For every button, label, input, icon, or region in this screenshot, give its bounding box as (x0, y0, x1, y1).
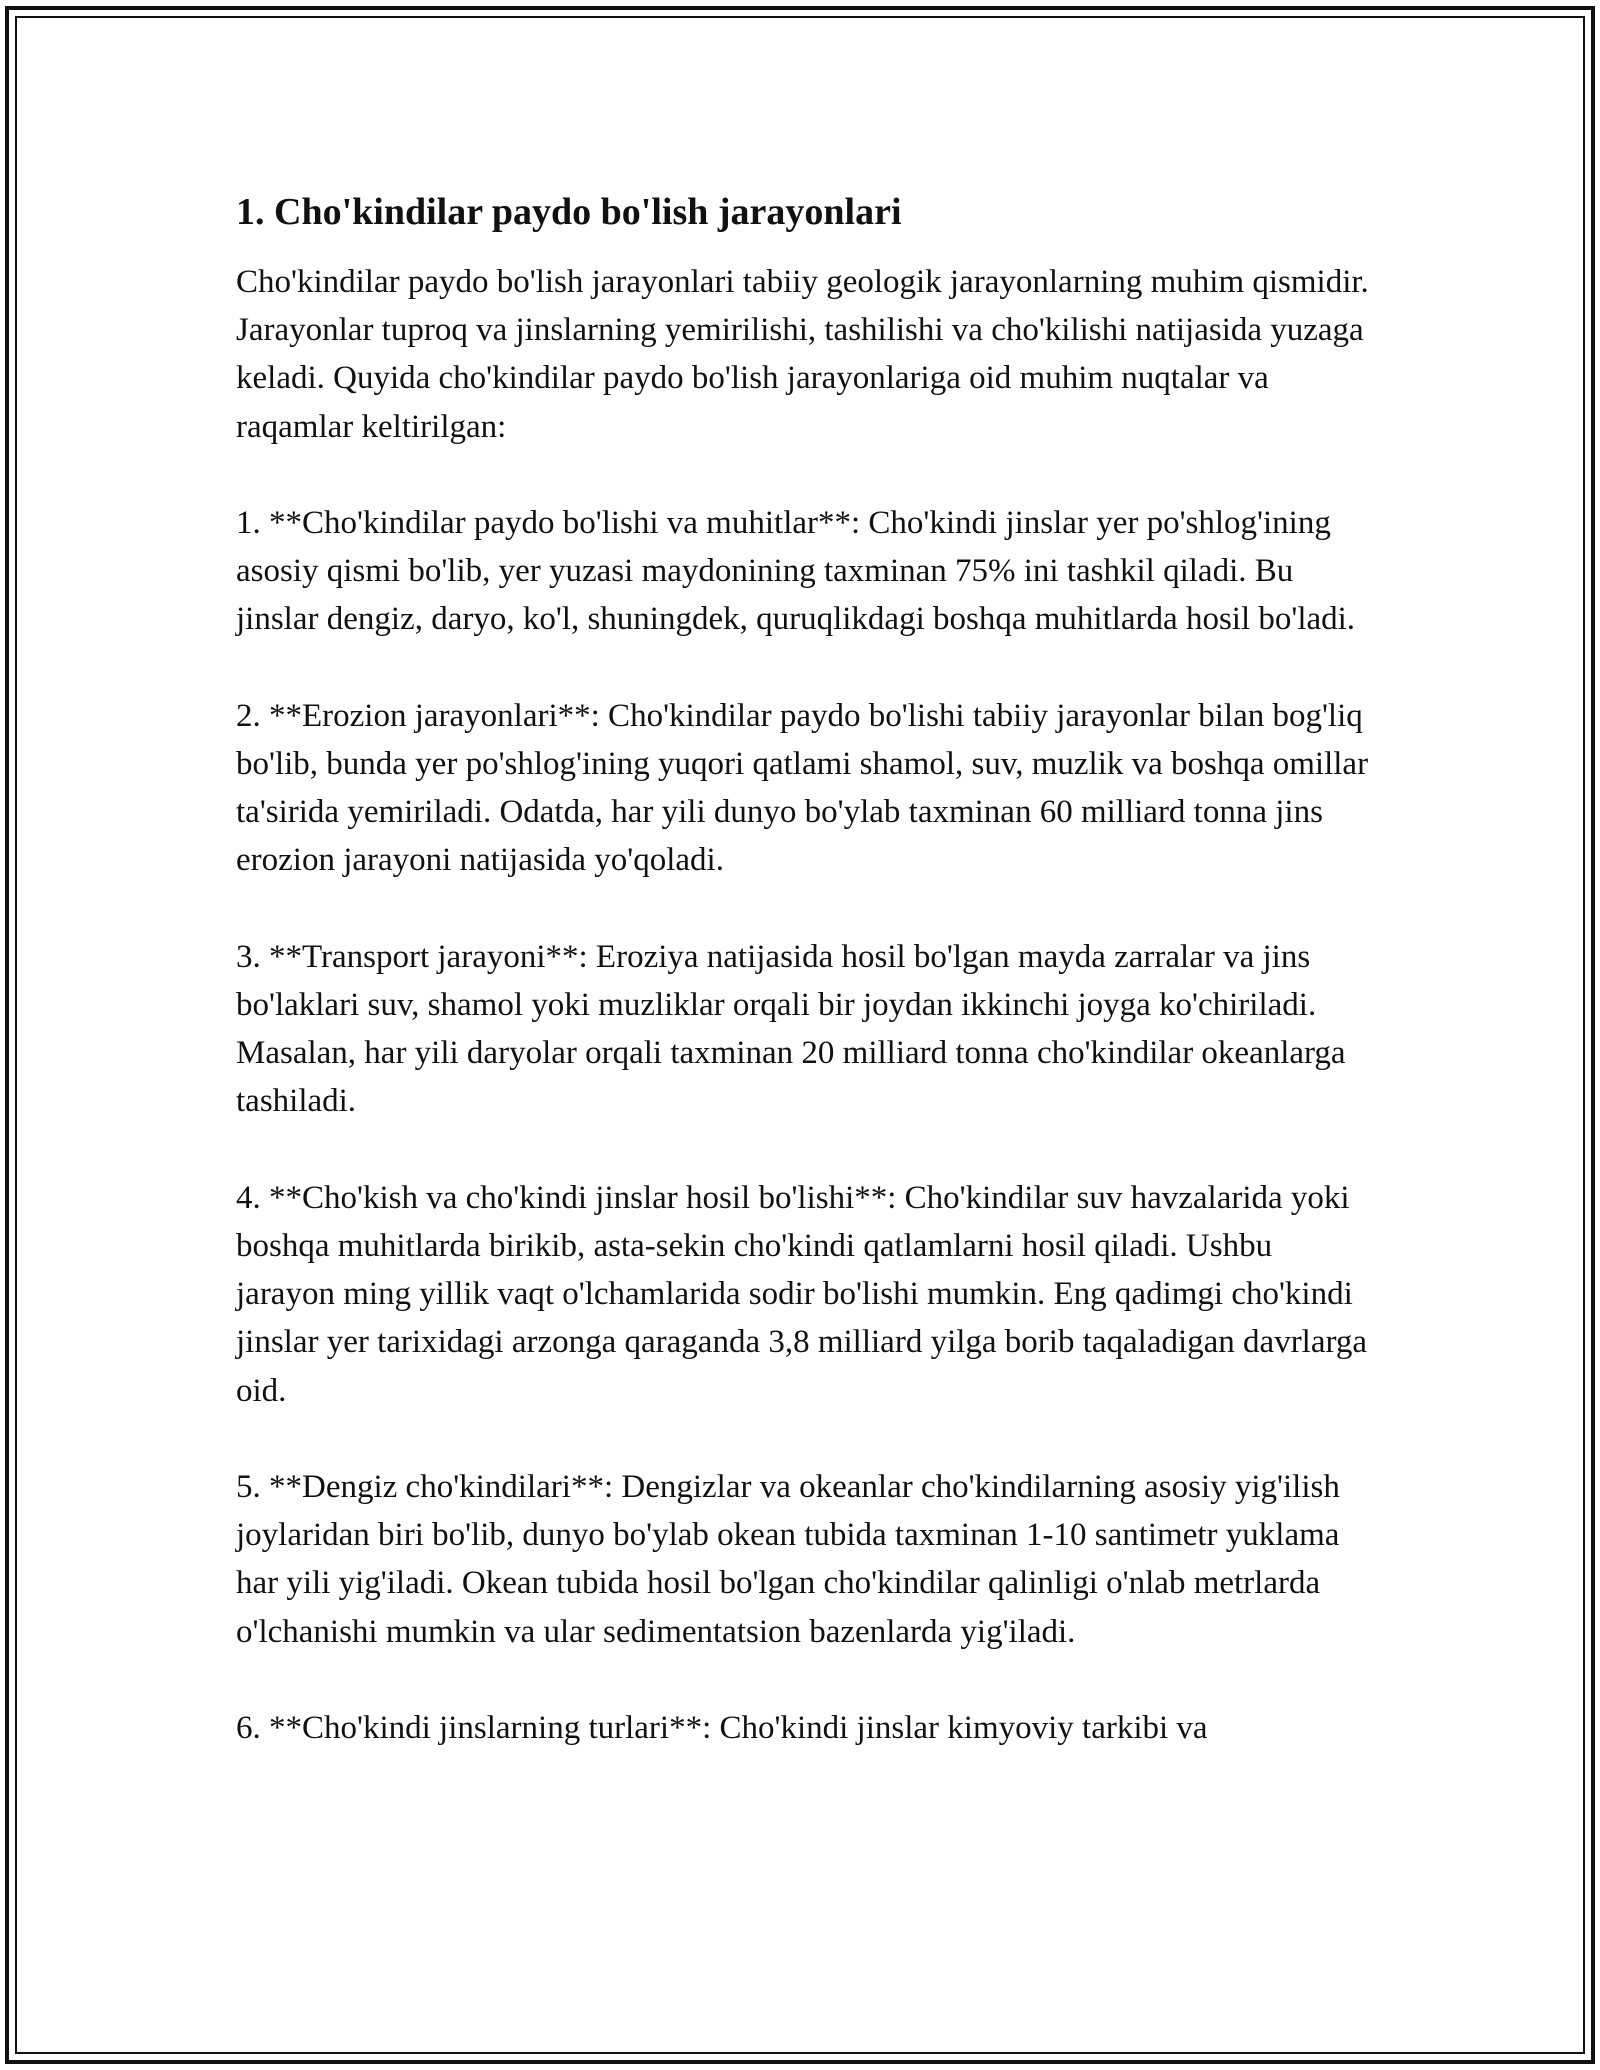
point-2-paragraph: 2. **Erozion jarayonlari**: Cho'kindilar paydo bo'lishi tabiiy jarayonlar bilan bog'liq bo'lib, bunda yer po'shlog'ining yuqori qatlami shamol, suv, muzlik va boshqa omillar ta'sirida yemiriladi. Odatda, har yili dunyo bo'ylab taxminan 60 milliard tonna jins erozion jarayoni natijasida yo'qoladi. (236, 697, 1369, 879)
intro-paragraph: Cho'kindilar paydo bo'lish jarayonlari tabiiy geologik jarayonlarning muhim qismidir. Jarayonlar tuproq va jinslarning yemirilishi, tashilishi va cho'kilishi natijasida yuzaga keladi. Quyida cho'kindilar paydo bo'lish jarayonlariga oid muhim nuqtalar va raqamlar keltirilgan: (236, 264, 1369, 445)
document-body (236, 188, 1376, 1800)
point-4-paragraph: 4. **Cho'kish va cho'kindi jinslar hosil bo'lishi**: Cho'kindilar suv havzalarida yoki boshqa muhitlarda birikib, asta-sekin cho'kindi qatlamlarni hosil qiladi. Ushbu jarayon ming yillik vaqt o'lchamlarida sodir bo'lishi mumkin. Eng qadimgi cho'kindi jinslar yer tarixidagi arzonga qaraganda 3,8 milliard yilga borib taqaladigan davrlarga oid. (236, 1179, 1368, 1409)
section-heading: 1. Cho'kindilar paydo bo'lish jarayonlari (236, 191, 902, 233)
point-6-paragraph: 6. **Cho'kindi jinslarning turlari**: Cho'kindi jinslar kimyoviy tarkibi va (236, 1710, 1208, 1746)
point-3-paragraph: 3. **Transport jarayoni**: Eroziya natijasida hosil bo'lgan mayda zarralar va jins bo'laklari suv, shamol yoki muzliklar orqali bir joydan ikkinchi joyga ko'chiriladi. Masalan, har yili daryolar orqali taxminan 20 milliard tonna cho'kindilar okeanlarga tashiladi. (236, 938, 1346, 1120)
point-5-paragraph: 5. **Dengiz cho'kindilari**: Dengizlar va okeanlar cho'kindilarning asosiy yig'ilish joylaridan biri bo'lib, dunyo bo'ylab okean tubida taxminan 1-10 santimetr yuklama har yili yig'iladi. Okean tubida hosil bo'lgan cho'kindilar qalinligi o'nlab metrlarda o'lchanishi mumkin va ular sedimentatsion bazenlarda yig'iladi. (236, 1469, 1340, 1650)
point-1-paragraph: 1. **Cho'kindilar paydo bo'lishi va muhitlar**: Cho'kindi jinslar yer po'shlog'ining asosiy qismi bo'lib, yer yuzasi maydonining taxminan 75% ini tashkil qiladi. Bu jinslar dengiz, daryo, ko'l, shuningdek, quruqlikdagi boshqa muhitlarda hosil bo'ladi. (236, 505, 1356, 638)
